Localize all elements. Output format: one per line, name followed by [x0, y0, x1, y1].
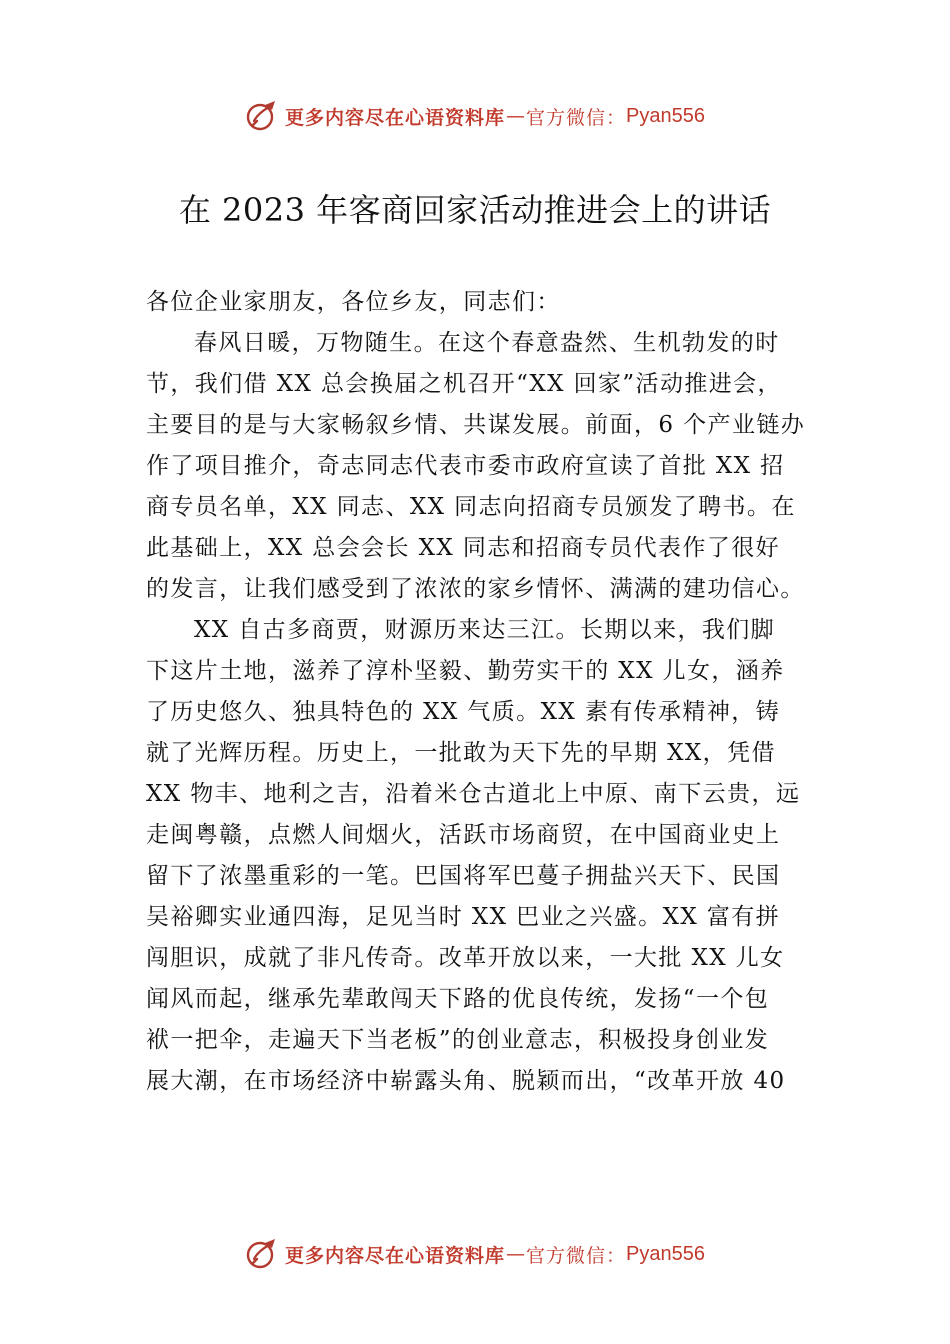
body-line: 春风日暖，万物随生。在这个春意盎然、生机勃发的时: [194, 330, 780, 356]
body-line: XX 自古多商贾，财源历来达三江。长期以来，我们脚: [194, 617, 776, 643]
body-line: 商专员名单，XX 同志、XX 同志向招商专员颁发了聘书。在: [146, 494, 796, 520]
body-line: 袱一把伞，走遍天下当老板”的创业意志，积极投身创业发: [146, 1027, 770, 1053]
body-line: 了历史悠久、独具特色的 XX 气质。XX 素有传承精神，铸: [146, 699, 781, 725]
body-line: XX 物丰、地利之吉，沿着米仓古道北上中原、南下云贵，远: [146, 781, 801, 807]
body-line: 留下了浓墨重彩的一笔。巴国将军巴蔓子拥盐兴天下、民国: [146, 863, 781, 889]
banner-wechat-id: Pyan556: [626, 104, 705, 127]
document-body: [146, 282, 816, 1102]
body-line: 作了项目推介，奇志同志代表市委市政府宣读了首批 XX 招: [146, 453, 785, 479]
fountain-pen-logo-icon: [245, 1237, 279, 1271]
banner-separator: —: [506, 1243, 526, 1265]
document-title: 在 2023 年客商回家活动推进会上的讲话: [178, 191, 772, 229]
body-line: 节，我们借 XX 总会换届之机召开“XX 回家”活动推进会，: [146, 371, 782, 397]
body-line: 此基础上，XX 总会会长 XX 同志和招商专员代表作了很好: [146, 535, 781, 561]
footer-banner: [0, 1232, 950, 1276]
fountain-pen-logo-icon: [245, 99, 279, 133]
body-line: 下这片土地，滋养了淳朴坚毅、勤劳实干的 XX 儿女，涵养: [146, 658, 785, 684]
body-line: 主要目的是与大家畅叙乡情、共谋发展。前面，6 个产业链办: [146, 412, 806, 438]
banner-wechat-id: Pyan556: [626, 1242, 705, 1265]
body-line: 各位企业家朋友，各位乡友，同志们：: [146, 289, 561, 315]
header-banner: [0, 94, 950, 138]
banner-main-text: 更多内容尽在心语资料库: [285, 106, 506, 129]
body-line: 走闽粤赣，点燃人间烟火，活跃市场商贸，在中国商业史上: [146, 822, 781, 848]
body-line: 就了光辉历程。历史上，一批敢为天下先的早期 XX，凭借: [146, 740, 776, 766]
body-line: 吴裕卿实业通四海，足见当时 XX 巴业之兴盛。XX 富有拼: [146, 904, 781, 930]
banner-separator: —: [506, 105, 526, 127]
banner-wechat-label: 官方微信：: [526, 1244, 627, 1267]
banner-main-text: 更多内容尽在心语资料库: [285, 1244, 506, 1267]
body-line: 闻风而起，继承先辈敢闯天下路的优良传统，发扬“一个包: [146, 986, 770, 1012]
body-line: 闯胆识，成就了非凡传奇。改革开放以来，一大批 XX 儿女: [146, 945, 785, 971]
body-line: 展大潮，在市场经济中崭露头角、脱颖而出，“改革开放 40: [146, 1068, 786, 1094]
banner-wechat-label: 官方微信：: [526, 106, 627, 129]
body-line: 的发言，让我们感受到了浓浓的家乡情怀、满满的建功信心。: [146, 576, 805, 602]
